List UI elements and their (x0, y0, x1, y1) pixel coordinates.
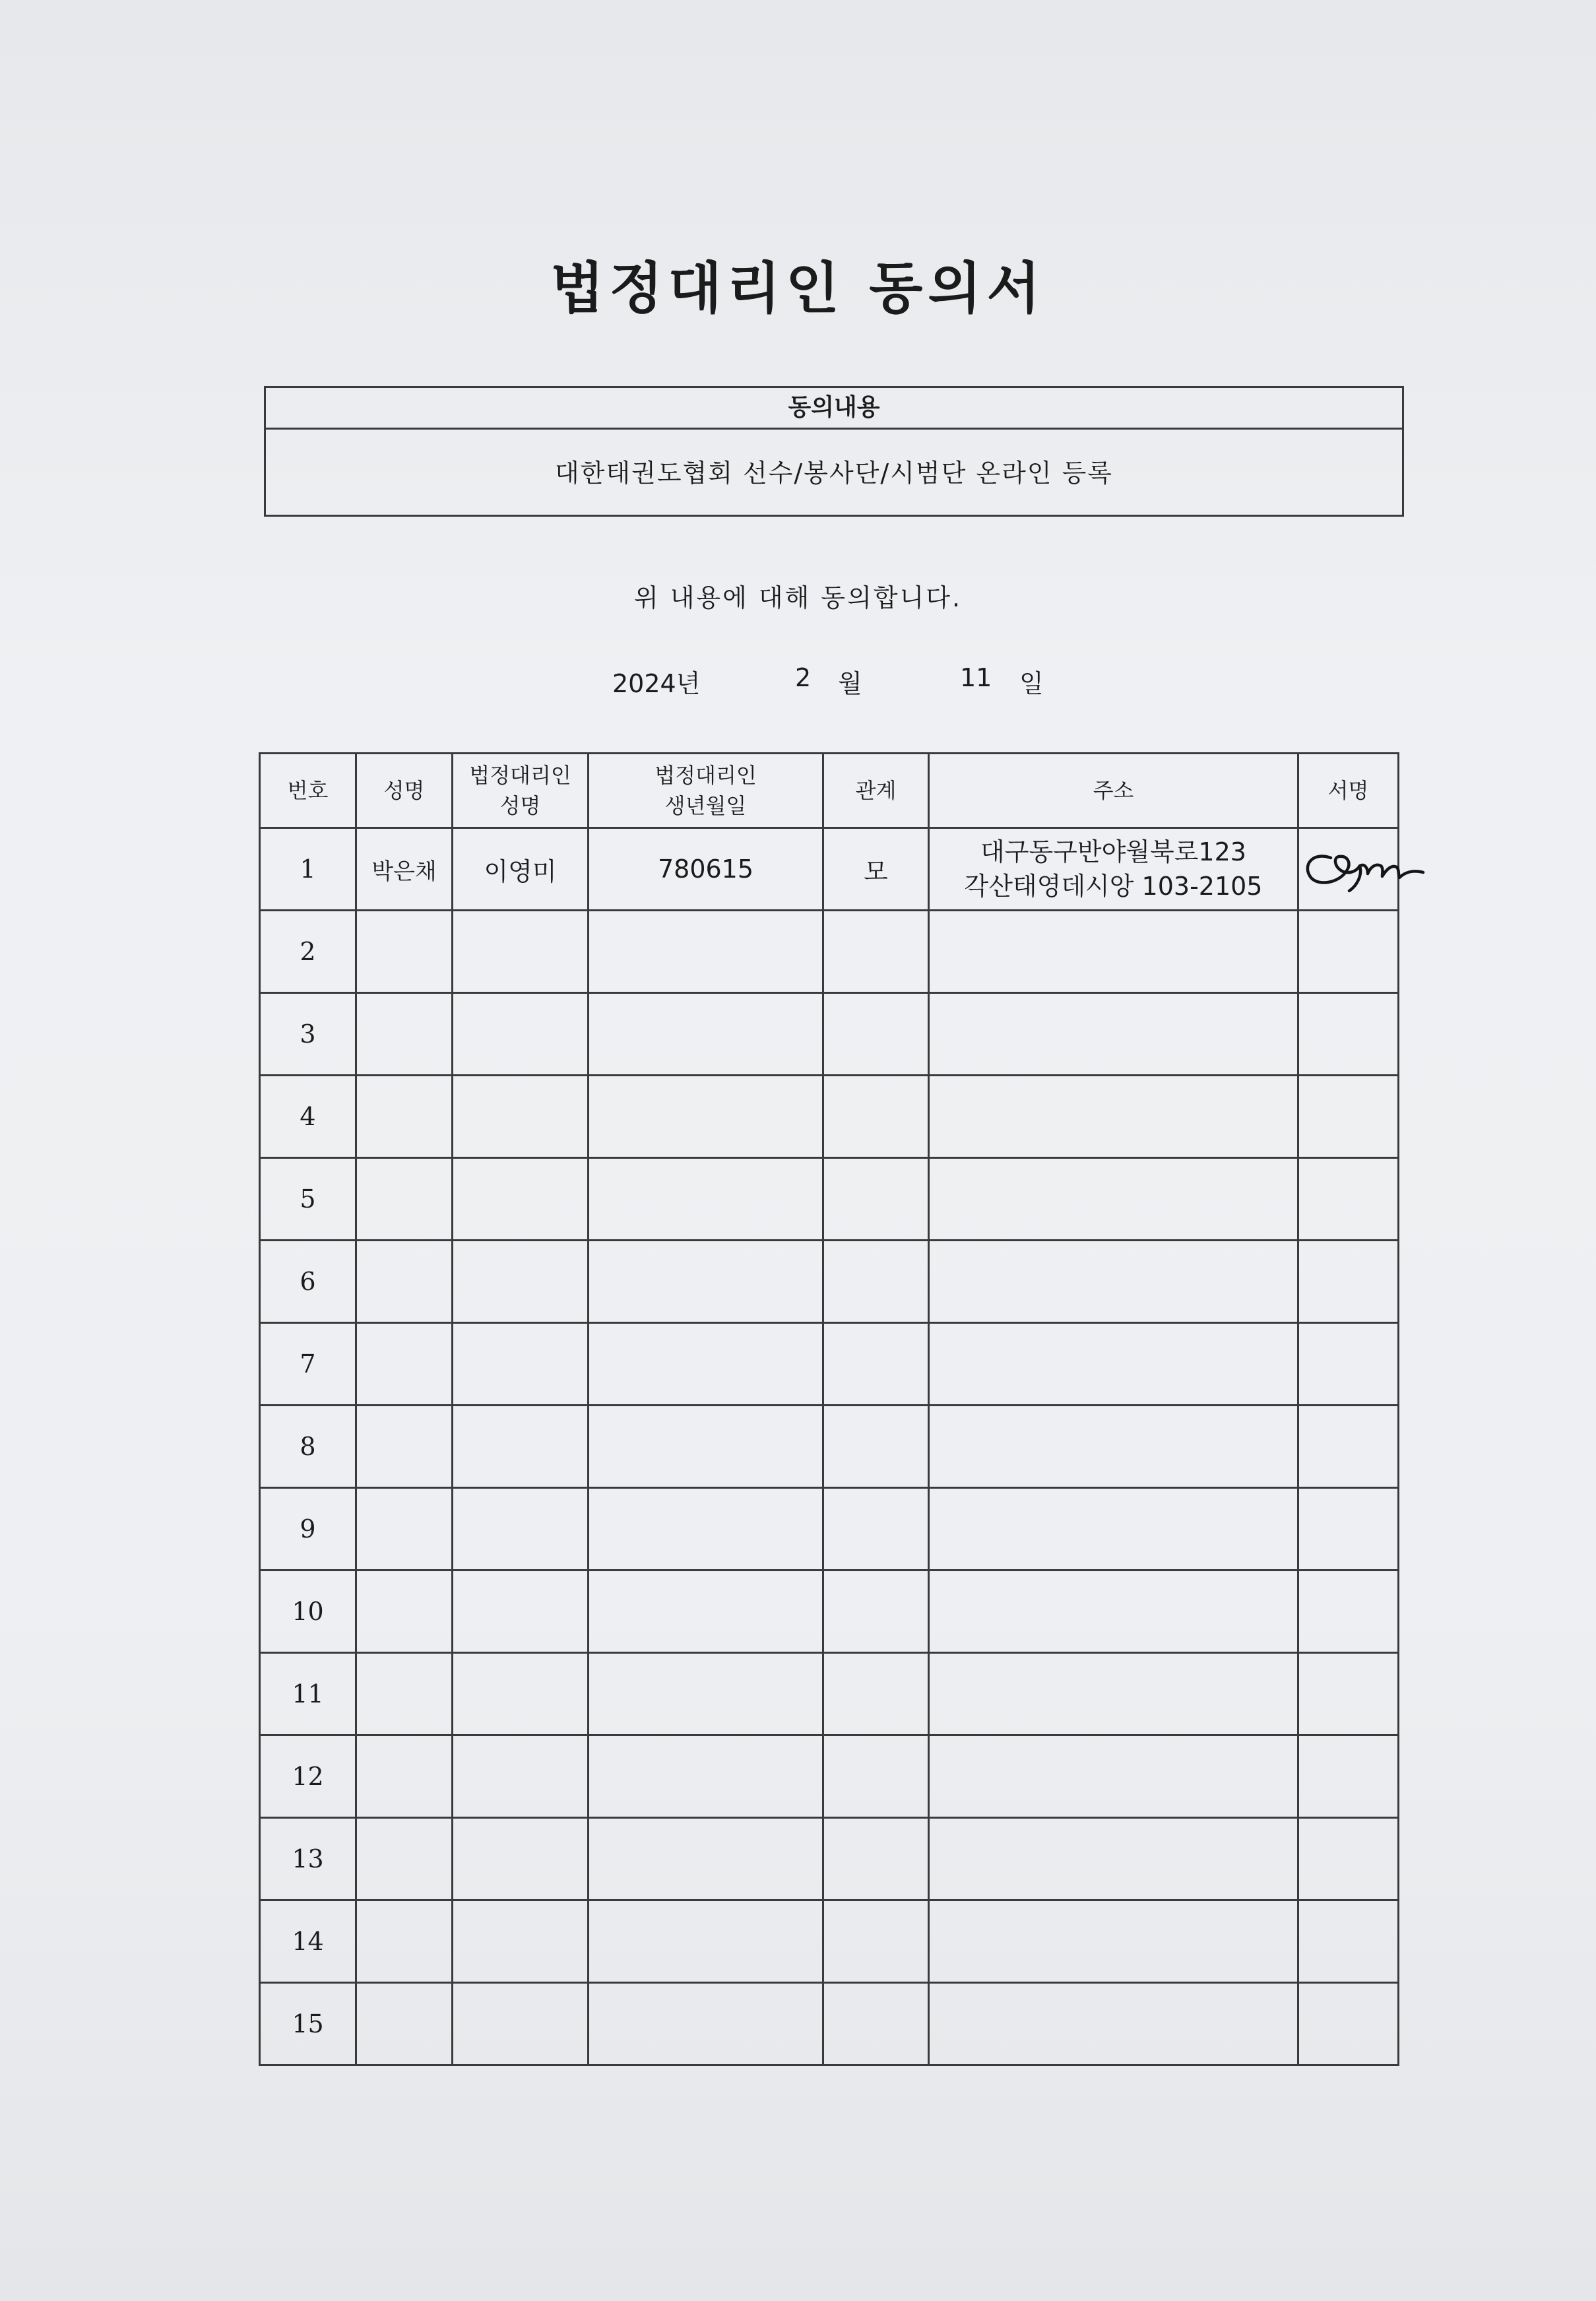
table-row (260, 1735, 1399, 1818)
header-guardian-name-line1: 법정대리인 (469, 763, 571, 788)
table-row (260, 1076, 1399, 1158)
header-guardian-name (453, 754, 589, 828)
table-row (260, 1983, 1399, 2065)
handwritten-signature-icon (1299, 839, 1451, 899)
header-guardian-birth-line1: 법정대리인 (654, 763, 757, 788)
table-row (260, 1406, 1399, 1488)
header-signature: 서명 (1298, 754, 1399, 828)
header-guardian-birth-line2: 생년월일 (664, 793, 747, 818)
date-day-unit: 일 (1019, 669, 1044, 698)
row-name: 박은채 (356, 828, 453, 911)
consent-content-text: 대한태권도협회 선수/봉사단/시범단 온라인 등록 (554, 459, 1113, 488)
date-month-unit: 월 (838, 669, 862, 698)
row-number: 6 (260, 1241, 356, 1323)
row-number: 15 (260, 1983, 356, 2065)
table-row (260, 828, 1399, 911)
table-row (260, 1818, 1399, 1900)
row-number: 5 (260, 1158, 356, 1241)
table-row (260, 1158, 1399, 1241)
row-number: 2 (260, 911, 356, 993)
date-day-value: 11 (960, 663, 992, 692)
table-row (260, 911, 1399, 993)
row-number: 8 (260, 1406, 356, 1488)
row-number: 13 (260, 1818, 356, 1900)
header-address: 주소 (929, 754, 1298, 828)
header-relation: 관계 (823, 754, 929, 828)
table-row (260, 1488, 1399, 1571)
row-number: 9 (260, 1488, 356, 1571)
row-address-line2: 각산태영데시앙 103-2105 (964, 872, 1263, 901)
row-signature (1298, 828, 1399, 911)
date-year: 2024년 (612, 669, 701, 698)
header-guardian-birthdate (589, 754, 823, 828)
table-row (260, 1900, 1399, 1983)
row-number: 4 (260, 1076, 356, 1158)
row-number: 3 (260, 993, 356, 1076)
header-number: 번호 (260, 754, 356, 828)
table-row (260, 1653, 1399, 1735)
table-row (260, 1241, 1399, 1323)
table-row (260, 1323, 1399, 1406)
header-name: 성명 (356, 754, 453, 828)
row-number: 14 (260, 1900, 356, 1983)
date-line (0, 663, 1596, 703)
consent-content-box (264, 386, 1404, 517)
row-number: 12 (260, 1735, 356, 1818)
row-guardian-birthdate: 780615 (589, 828, 823, 911)
date-month-value: 2 (795, 663, 812, 692)
row-number: 7 (260, 1323, 356, 1406)
consent-content-header: 동의내용 (266, 388, 1402, 430)
participant-table (259, 752, 1399, 2066)
row-guardian-name: 이영미 (453, 828, 589, 911)
agreement-statement: 위 내용에 대해 동의합니다. (633, 583, 963, 612)
row-number: 11 (260, 1653, 356, 1735)
table-header-row (260, 754, 1399, 828)
page-title: 법정대리인 동의서 (550, 256, 1046, 321)
row-number: 10 (260, 1571, 356, 1653)
row-address (929, 828, 1298, 911)
table-row (260, 1571, 1399, 1653)
table-row (260, 993, 1399, 1076)
row-number: 1 (260, 828, 356, 911)
row-relation: 모 (823, 828, 929, 911)
header-guardian-name-line2: 성명 (499, 793, 541, 818)
row-address-line1: 대구동구반야월북로123 (980, 837, 1246, 866)
